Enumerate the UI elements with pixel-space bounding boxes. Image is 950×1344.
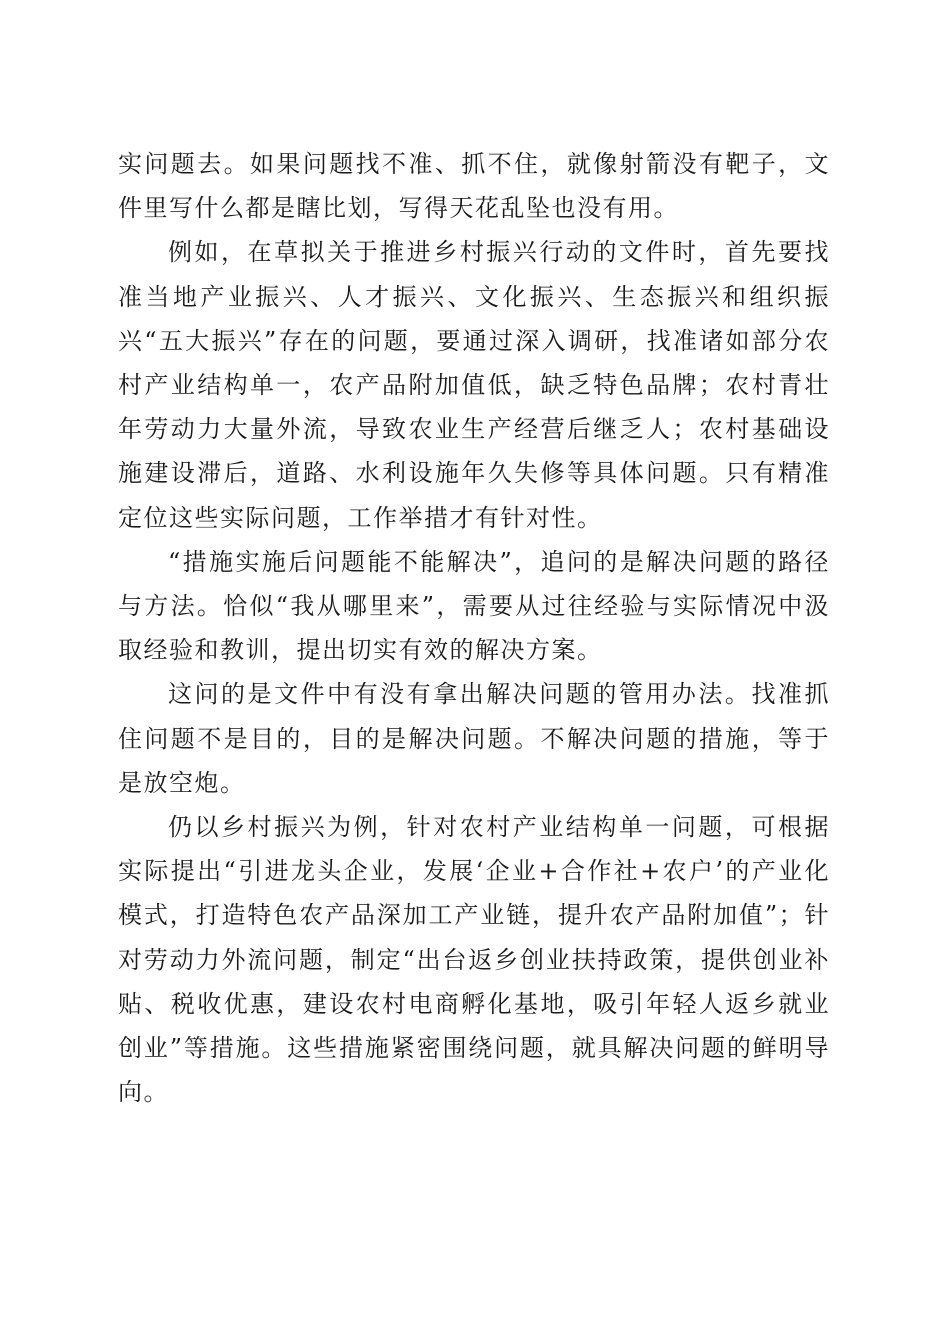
paragraph-rural-revitalization-measures: 仍以乡村振兴为例，针对农村产业结构单一问题，可根据实际提出“引进龙头企业，发展‘企业+合作社+农户’的产业化模式，打造特色农产品深加工产业链，提升农产品附加值”；针对劳动力外流问题，制定“出台返乡创业扶持政策，提供创业补贴、税收优惠，建设农村电商孵化基地，吸引年轻人返乡就业创业”等措施。这些措施紧密围绕问题，就具解决问题的鲜明导向。 <box>118 813 830 1107</box>
paragraph-rural-revitalization-problems: 例如，在草拟关于推进乡村振兴行动的文件时，首先要找准当地产业振兴、人才振兴、文化振兴、生态振兴和组织振兴“五大振兴”存在的问题，要通过深入调研，找准诸如部分农村产业结构单一，农产品附加值低，缺乏特色品牌；农村青壮年劳动力大量外流，导致农业生产经营后继乏人；农村基础设施建设滞后，道路、水利设施年久失修等具体问题。只有精准定位这些实际问题，工作举措才有针对性。 <box>118 238 830 532</box>
paragraph-effective-methods: 这问的是文件中有没有拿出解决问题的管用办法。找准抓住问题不是目的，目的是解决问题。不解决问题的措施，等于是放空炮。 <box>118 680 830 797</box>
document-body <box>118 142 830 1114</box>
paragraph-continuation: 实问题去。如果问题找不准、抓不住，就像射箭没有靶子，文件里写什么都是瞎比划，写得天花乱坠也没有用。 <box>118 150 830 223</box>
paragraph-measures-question: “措施实施后问题能不能解决”，追问的是解决问题的路径与方法。恰似“我从哪里来”，需要从过往经验与实际情况中汲取经验和教训，提出切实有效的解决方案。 <box>118 547 830 665</box>
